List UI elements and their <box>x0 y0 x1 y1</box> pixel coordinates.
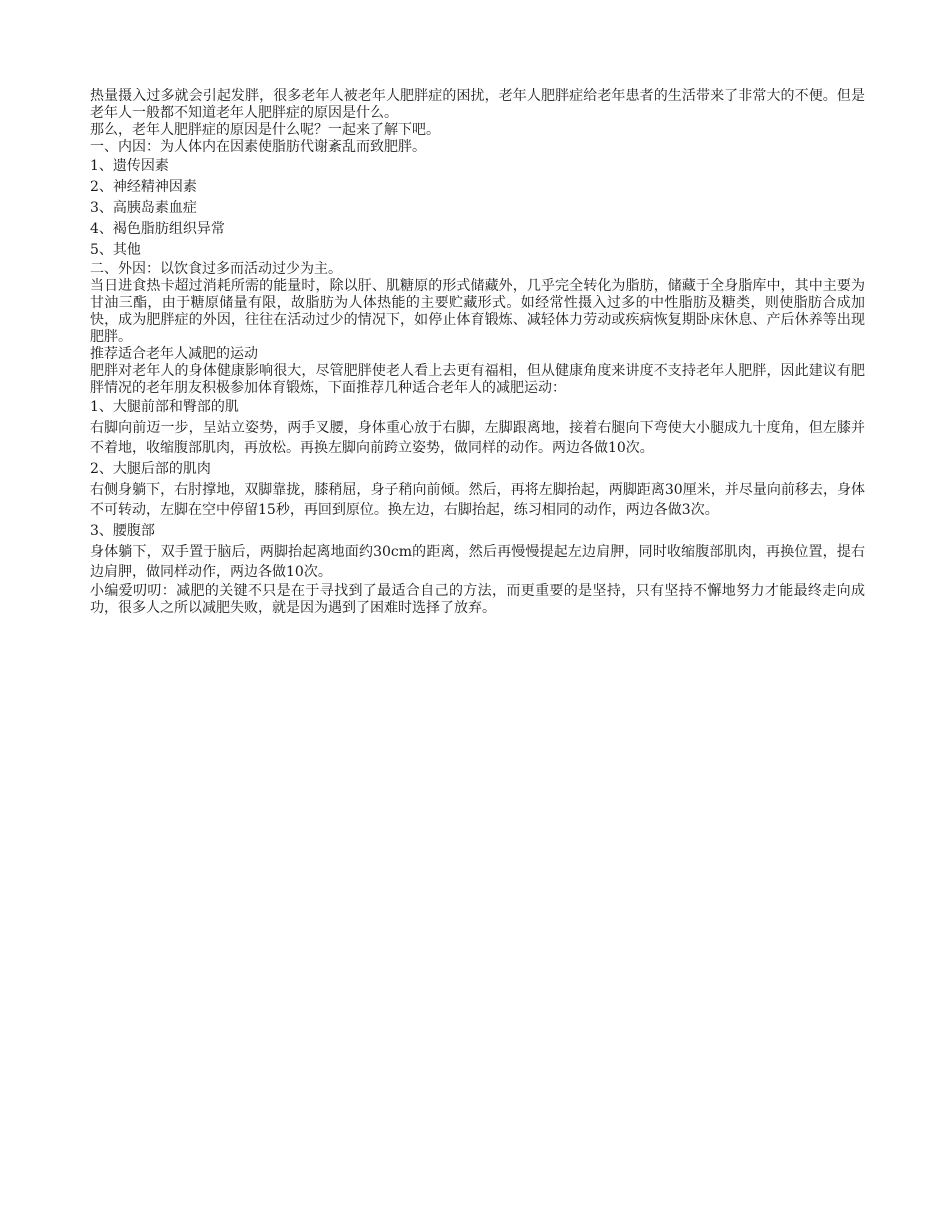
exercise-heading: 2、大腿后部的肌肉 <box>90 461 211 477</box>
list-item: 1、遗传因素 <box>90 158 169 174</box>
external-cause-paragraph: 当日进食热卡超过消耗所需的能量时，除以肝、肌糖原的形式储藏外，几乎完全转化为脂肪，储藏于全身脂库中，其中主要为甘油三酯，由于糖原储量有限，故脂肪为人体热能的主要贮藏形式。如经常性摄入过多的中性脂肪及糖类，则使脂肪合成加快，成为肥胖症的外因，往往在活动过少的情况下，如停止体育锻炼、减轻体力劳动或疾病恢复期卧床休息、产后休养等出现肥胖。 <box>90 278 865 345</box>
article-body <box>90 88 865 617</box>
section-heading-internal: 一、内因：为人体内在因素使脂肪代谢紊乱而致肥胖。 <box>90 139 426 155</box>
section-heading-exercise: 推荐适合老年人减肥的运动 <box>90 346 258 362</box>
list-item: 4、褐色脂肪组织异常 <box>90 221 225 237</box>
intro-paragraph: 热量摄入过多就会引起发胖，很多老年人被老年人肥胖症的困扰，老年人肥胖症给老年患者的生活带来了非常大的不便。但是老年人一般都不知道老年人肥胖症的原因是什么。 <box>90 88 865 121</box>
lead-in-paragraph: 那么，老年人肥胖症的原因是什么呢？一起来了解下吧。 <box>90 122 440 138</box>
list-item: 3、高胰岛素血症 <box>90 200 197 216</box>
section-heading-external: 二、外因：以饮食过多而活动过少为主。 <box>90 261 342 277</box>
exercise-paragraph: 右侧身躺下，右肘撑地，双脚靠拢，膝稍屈，身子稍向前倾。然后，再将左脚抬起，两脚距离30厘米，并尽量向前移去，身体不可转动，左脚在空中停留15秒，再回到原位。换左边，右脚抬起，练习相同的动作，两边各做3次。 <box>90 482 865 518</box>
exercise-paragraph: 右脚向前迈一步，呈站立姿势，两手叉腰，身体重心放于右脚，左脚跟离地，接着右腿向下弯使大小腿成九十度角，但左膝并不着地，收缩腹部肌肉，再放松。再换左脚向前跨立姿势，做同样的动作。两边各做10次。 <box>90 420 865 456</box>
list-item: 2、神经精神因素 <box>90 179 197 195</box>
exercise-heading: 1、大腿前部和臀部的肌 <box>90 399 239 415</box>
list-item: 5、其他 <box>90 242 141 258</box>
exercise-intro-paragraph: 肥胖对老年人的身体健康影响很大，尽管肥胖使老人看上去更有福相，但从健康角度来讲度不支持老年人肥胖，因此建议有肥胖情况的老年朋友积极参加体育锻炼，下面推荐几种适合老年人的减肥运动： <box>90 363 865 396</box>
exercise-heading: 3、腰腹部 <box>90 523 155 539</box>
exercise-paragraph: 身体躺下，双手置于脑后，两脚抬起离地面约30cm的距离，然后再慢慢提起左边肩胛，同时收缩腹部肌肉，再换位置，提右边肩胛，做同样动作，两边各做10次。 <box>90 544 865 580</box>
editor-note-paragraph: 小编爱叨叨：减肥的关键不只是在于寻找到了最适合自己的方法，而更重要的是坚持，只有坚持不懈地努力才能最终走向成功，很多人之所以减肥失败，就是因为遇到了困难时选择了放弃。 <box>90 583 865 616</box>
